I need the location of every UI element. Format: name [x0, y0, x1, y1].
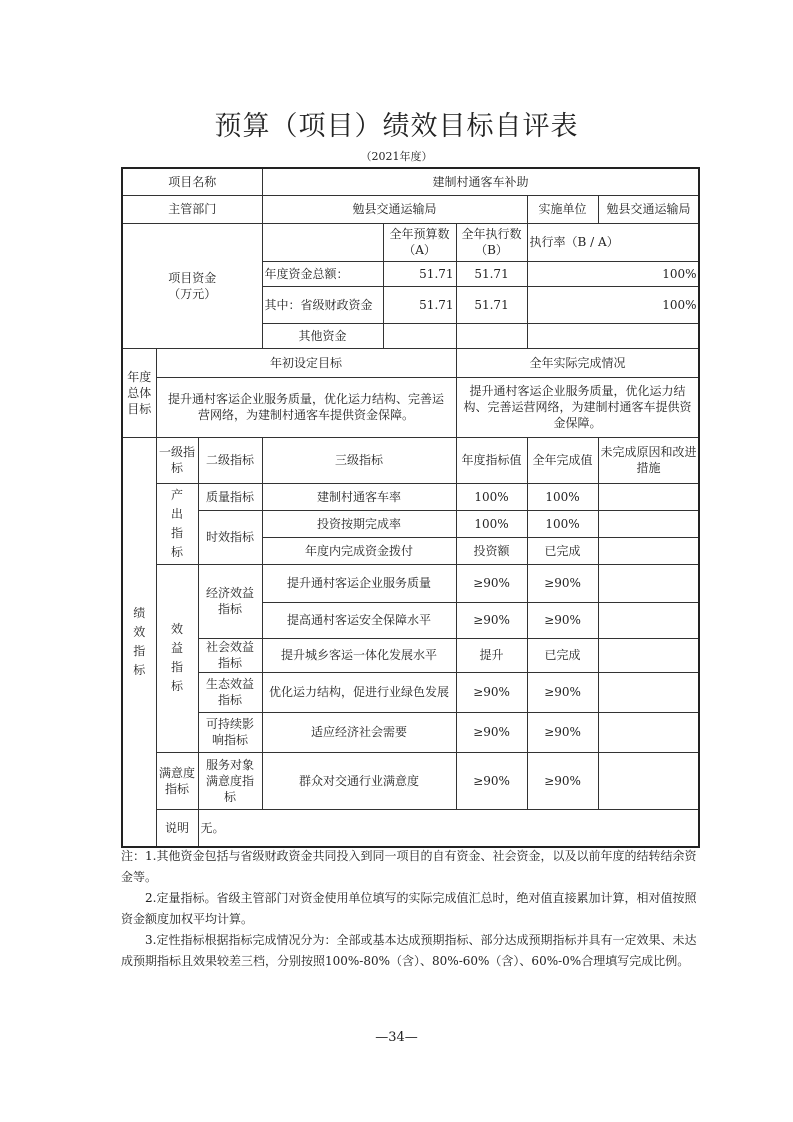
- actual-cell: ≥90%: [527, 712, 598, 752]
- project-name-label: 项目名称: [122, 168, 262, 195]
- funds-row-label: 年度资金总额：: [262, 261, 383, 286]
- unit-value: 勉县交通运输局: [598, 195, 699, 223]
- actual-cell: ≥90%: [527, 564, 598, 602]
- notes: [121, 846, 701, 972]
- reason-cell: [598, 712, 699, 752]
- header-reason: 未完成原因和改进措施: [598, 437, 699, 483]
- level2-cell: 质量指标: [198, 483, 262, 510]
- actual-cell: 已完成: [527, 537, 598, 564]
- reason-cell: [598, 752, 699, 809]
- note-1: 注：1.其他资金包括与省级财政资金共同投入到同一项目的自有资金、社会资金，以及以前年度的结转结余资金等。: [121, 849, 697, 884]
- funds-header-blank: [262, 223, 383, 261]
- actual-cell: ≥90%: [527, 602, 598, 638]
- goals-label: 年度总体目标: [122, 348, 156, 437]
- indicators-label: [122, 437, 156, 847]
- funds-label: [122, 223, 262, 348]
- level3-cell: 适应经济社会需要: [262, 712, 456, 752]
- satisfaction-indicator-label: 满意度指标: [156, 752, 198, 809]
- level2-cell: 服务对象满意度指标: [198, 752, 262, 809]
- output-indicator-text: 产出指标: [170, 487, 183, 559]
- actual-cell: ≥90%: [527, 752, 598, 809]
- funds-row-label: 其他资金: [262, 323, 383, 348]
- note-3: 3.定性指标根据指标完成情况分为：全部或基本达成预期指标、部分达成预期指标并具有一定效果、未达成预期指标且效果较差三档，分别按照100%-80%（含）、80%-60%（含）、60%-0%合理填写完成比例。: [121, 933, 697, 968]
- note-2: 2.定量指标。省级主管部门对资金使用单位填写的实际完成值汇总时，绝对值直接累加计算，相对值按照资金额度加权平均计算。: [121, 891, 697, 926]
- reason-cell: [598, 483, 699, 510]
- target-cell: ≥90%: [456, 602, 527, 638]
- level3-cell: 提升通村客运企业服务质量: [262, 564, 456, 602]
- remarks-value: 无。: [198, 809, 699, 847]
- benefit-indicator-label: [156, 564, 198, 752]
- col-rate: 执行率（B / A）: [527, 223, 699, 261]
- level2-cell: 时效指标: [198, 510, 262, 564]
- target-cell: ≥90%: [456, 672, 527, 712]
- goals-initial-text: 提升通村客运企业服务质量，优化运力结构、完善运营网络，为建制村通客车提供资金保障。: [156, 377, 456, 437]
- dept-value: 勉县交通运输局: [262, 195, 527, 223]
- actual-cell: 100%: [527, 483, 598, 510]
- output-indicator-label: [156, 483, 198, 564]
- funds-row-label: 其中：省级财政资金: [262, 286, 383, 323]
- reason-cell: [598, 510, 699, 537]
- target-cell: 100%: [456, 510, 527, 537]
- target-cell: ≥90%: [456, 752, 527, 809]
- page-number: —34—: [375, 1030, 418, 1045]
- dept-label: 主管部门: [122, 195, 262, 223]
- target-cell: 提升: [456, 638, 527, 672]
- actual-cell: 100%: [527, 510, 598, 537]
- goals-actual-header: 全年实际完成情况: [456, 348, 699, 377]
- funds-row-budget: [383, 323, 456, 348]
- header-level1: 一级指标: [156, 437, 198, 483]
- reason-cell: [598, 537, 699, 564]
- funds-row-exec: 51.71: [456, 286, 527, 323]
- funds-label-line2: （万元）: [168, 286, 217, 301]
- level3-cell: 提升城乡客运一体化发展水平: [262, 638, 456, 672]
- funds-row-budget: 51.71: [383, 261, 456, 286]
- funds-row-exec: [456, 323, 527, 348]
- target-cell: ≥90%: [456, 712, 527, 752]
- funds-row-exec: 51.71: [456, 261, 527, 286]
- funds-row-rate: 100%: [527, 261, 699, 286]
- reason-cell: [598, 602, 699, 638]
- reason-cell: [598, 638, 699, 672]
- col-budget: 全年预算数（A）: [383, 223, 456, 261]
- level3-cell: 提高通村客运安全保障水平: [262, 602, 456, 638]
- header-target: 年度指标值: [456, 437, 527, 483]
- level3-cell: 建制村通客车率: [262, 483, 456, 510]
- indicators-label-text: 绩效指标: [133, 605, 146, 677]
- header-level2: 二级指标: [198, 437, 262, 483]
- level2-cell: 经济效益指标: [198, 564, 262, 638]
- fiscal-year: （2021年度）: [360, 150, 433, 163]
- level2-cell: 可持续影响指标: [198, 712, 262, 752]
- reason-cell: [598, 672, 699, 712]
- level2-cell: 生态效益指标: [198, 672, 262, 712]
- target-cell: 100%: [456, 483, 527, 510]
- goals-initial-header: 年初设定目标: [156, 348, 456, 377]
- page-title: 预算（项目）绩效目标自评表: [214, 111, 579, 142]
- unit-label: 实施单位: [527, 195, 598, 223]
- funds-label-line1: 项目资金: [168, 270, 217, 285]
- header-level3: 三级指标: [262, 437, 456, 483]
- funds-row-budget: 51.71: [383, 286, 456, 323]
- level3-cell: 优化运力结构，促进行业绿色发展: [262, 672, 456, 712]
- level2-cell: 社会效益指标: [198, 638, 262, 672]
- remarks-label: 说明: [156, 809, 198, 847]
- benefit-indicator-text: 效益指标: [170, 622, 183, 693]
- level3-cell: 年度内完成资金拨付: [262, 537, 456, 564]
- target-cell: ≥90%: [456, 564, 527, 602]
- reason-cell: [598, 564, 699, 602]
- actual-cell: 已完成: [527, 638, 598, 672]
- project-name-value: 建制村通客车补助: [262, 168, 699, 195]
- header-actual: 全年完成值: [527, 437, 598, 483]
- actual-cell: ≥90%: [527, 672, 598, 712]
- col-exec: 全年执行数（B）: [456, 223, 527, 261]
- level3-cell: 投资按期完成率: [262, 510, 456, 537]
- goals-actual-text: 提升通村客运企业服务质量，优化运力结构、完善运营网络，为建制村通客车提供资金保障。: [456, 377, 699, 437]
- funds-row-rate: [527, 323, 699, 348]
- funds-row-rate: 100%: [527, 286, 699, 323]
- level3-cell: 群众对交通行业满意度: [262, 752, 456, 809]
- target-cell: 投资额: [456, 537, 527, 564]
- evaluation-table: [121, 167, 700, 848]
